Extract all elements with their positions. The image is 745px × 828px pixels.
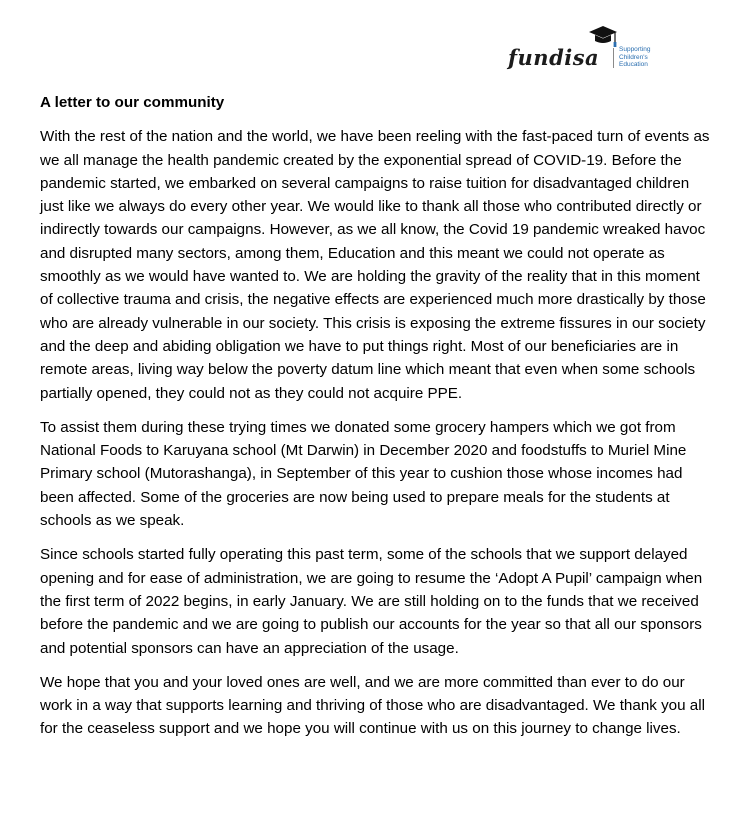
letter-paragraph: To assist them during these trying times we donated some grocery hampers which we got from National Foods to Karuyana school (Mt Darwin) in December 2020 and foodstuffs to Muriel Mine Primary school (Mutorashanga), in September of this year to cushion those whose incomes had been affected. Some of the groceries are now being used to prepare meals for the students at schools as we speak. [40,418,687,530]
logo-tagline [619,46,650,69]
letter-paragraph: We hope that you and your loved ones are well, and we are more committed than ever to do our work in a way that supports learning and thriving of those who are disadvantaged. We thank you all for the ceaseless support and we hope you will continue with us on this journey to change lives. [40,673,705,738]
logo-tagline-line: Supporting [619,46,651,53]
logo-tagline-line: Children's [619,53,648,61]
fundisa-logo [505,24,665,70]
logo-tagline-line: Education [619,61,648,68]
letter-paragraph: With the rest of the nation and the world, we have been reeling with the fast-paced turn of events as we all manage the health pandemic created by the exponential spread of COVID-19. Before the pandemic started, we embarked on several campaigns to raise tuition for disadvantaged children just like we always do every other year. We would like to thank all those who contributed directly or indirectly towards our campaigns. However, as we all know, the Covid 19 pandemic wreaked havoc and disrupted many sectors, among them, Education and this meant we could not operate as smoothly as we would have wanted to. We are holding the gravity of the reality that in this moment of collective trauma and crisis, the negative effects are experienced much more drastically by those who are already vulnerable in our society. This crisis is exposing the extreme fissures in our society and the deep and abiding obligation we have to put things right. Most of our beneficiaries are in remote areas, living way below the poverty datum line which meant that even when some schools partially opened, they could not as they could not acquire PPE. [40,128,710,402]
logo-wordmark: fundisa [508,45,600,70]
letter-paragraph: Since schools started fully operating this past term, some of the schools that we support delayed opening and for ease of administration, we are going to resume the ‘Adopt A Pupil’ campaign when the first term of 2022 begins, in early January. We are still holding on to the funds that we received before the pandemic and we are going to publish our accounts for the year so that all our sponsors and potential sponsors can have an appreciation of the usage. [40,546,703,657]
letter-heading: A letter to our community [40,94,225,111]
logo-divider [613,48,614,68]
letter-body [40,91,710,752]
